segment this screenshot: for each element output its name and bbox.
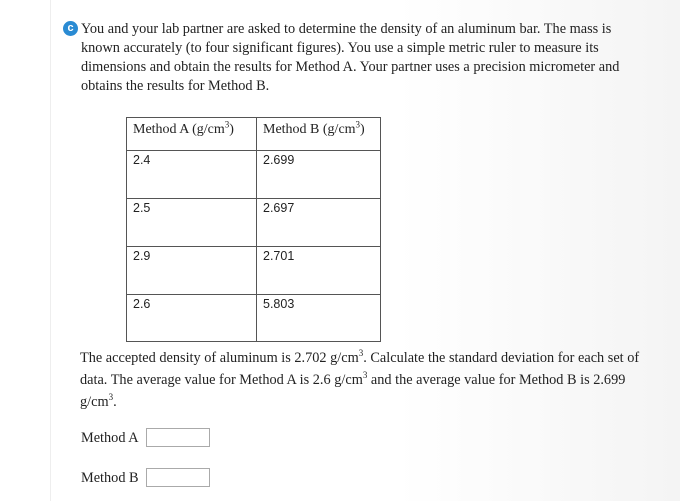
table-row	[127, 295, 381, 342]
table-row	[127, 151, 381, 199]
method-b-cell: 2.701	[257, 247, 381, 295]
method-b-cell: 2.697	[257, 199, 381, 247]
method-b-cell: 2.699	[257, 151, 381, 199]
method-a-answer-label: Method A	[81, 430, 139, 446]
header-method-a: Method A $(g/cm^3)$	[127, 118, 257, 151]
method-b-cell: 5.803	[257, 295, 381, 342]
method-a-cell: 2.4	[127, 151, 257, 199]
table-row	[127, 199, 381, 247]
method-a-cell: 2.5	[127, 199, 257, 247]
part-c-badge: c	[63, 21, 78, 36]
table-header-row	[127, 118, 381, 151]
table-row	[127, 247, 381, 295]
method-a-cell: 2.6	[127, 295, 257, 342]
method-b-answer-input[interactable]	[146, 468, 210, 487]
method-b-answer-label: Method B	[81, 470, 139, 486]
problem-intro: You and your lab partner are asked to determine the density of an aluminum bar. The mass is known accurately (to four significant figures). You use a simple metric ruler to measure its dimensions and obtain the results for Method A. Your partner uses a precision micrometer and obtains the results for Method B.	[81, 21, 620, 94]
header-method-b: Method B $(g/cm^3)$	[257, 118, 381, 151]
density-table	[126, 117, 381, 342]
method-a-cell: 2.9	[127, 247, 257, 295]
method-a-answer-input[interactable]	[146, 428, 210, 447]
question-text: The accepted density of aluminum is 2.702 $g/cm^3$. Calculate the standard deviation for each set of data. The average value for Method A is 2.6 $g/cm^3$ and the average value for Method B is 2.699 $g/cm^3$.	[80, 348, 640, 410]
